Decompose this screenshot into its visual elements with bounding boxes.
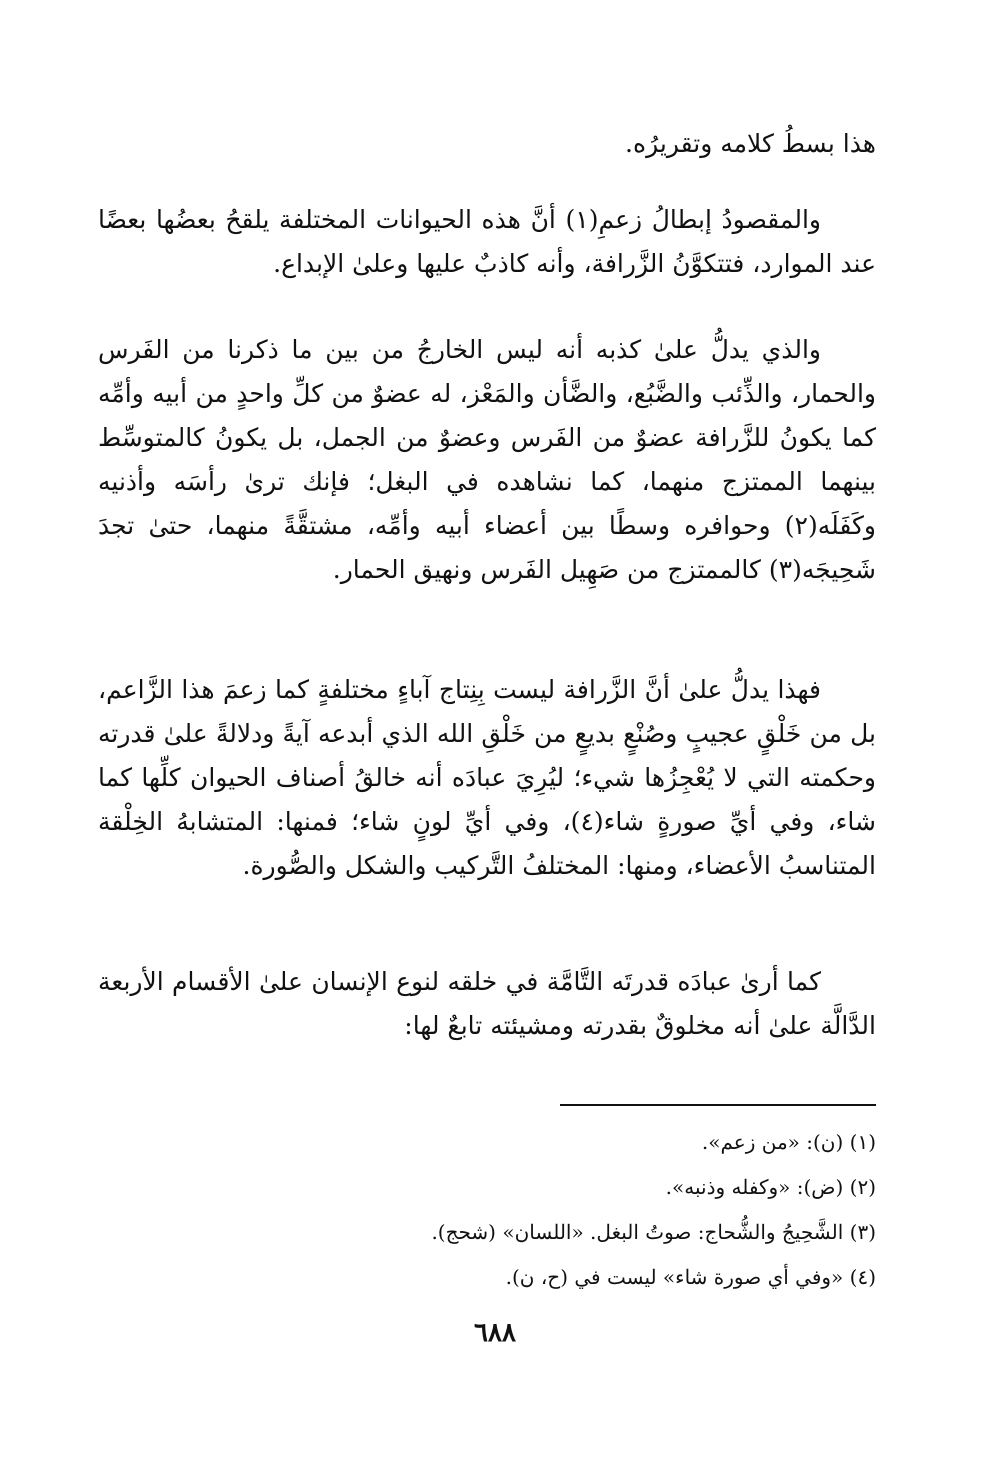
footnote-3: (٣) الشَّحِيجُ والشُّحاج: صوتُ البغل. «اللسان» (شحج). xyxy=(431,1220,876,1244)
footnote-1: (١) (ن): «من زعم». xyxy=(701,1130,876,1154)
paragraph-5: كما أرىٰ عبادَه قدرتَه التَّامَّة في خلقه لنوع الإنسان علىٰ الأقسام الأربعة الدَّالَّة علىٰ أنه مخلوقٌ بقدرته ومشيئته تابعٌ لها: xyxy=(98,967,876,1040)
paragraph-3: والذي يدلُّ علىٰ كذبه أنه ليس الخارجُ من بين ما ذكرنا من الفَرس والحمار، والذِّئب والضَّبُع، والضَّأن والمَعْز، له عضوٌ من كلِّ واحدٍ من أبيه وأمِّه كما يكونُ للزَّرافة عضوٌ من الفَرس وعضوٌ من الجمل، بل يكونُ كالمتوسِّط بينهما الممتزج منهما، كما نشاهده في البغل؛ فإنك ترىٰ رأسَه وأذنيه وكَفَلَه(٢) وحوافره وسطًا بين أعضاء أبيه وأمِّه، مشتقَّةً منهما، حتىٰ تجدَ شَحِيجَه(٣) كالممتزج من صَهِيل الفَرس ونهيق الحمار. xyxy=(98,335,876,584)
footnotes xyxy=(300,1120,876,1300)
footnote-4: (٤) «وفي أي صورة شاء» ليست في (ح، ن). xyxy=(505,1265,876,1289)
paragraph-1: هذا بسطُ كلامه وتقريرُه. xyxy=(625,129,876,158)
page-number: ٦٨٨ xyxy=(474,1318,516,1348)
footnote-2: (٢) (ض): «وكفله وذنبه». xyxy=(665,1175,876,1199)
paragraph-2: والمقصودُ إبطالُ زعمِ(١) أنَّ هذه الحيوانات المختلفة يلقحُ بعضُها بعضًا عند الموارد، فتتكوَّنُ الزَّرافة، وأنه كاذبٌ عليها وعلىٰ الإبداع. xyxy=(98,205,876,278)
footnote-separator xyxy=(560,1104,876,1106)
paragraph-4: فهذا يدلُّ علىٰ أنَّ الزَّرافة ليست بِنِتاج آباءٍ مختلفةٍ كما زعمَ هذا الزَّاعم، بل من خَلْقٍ عجيبٍ وصُنْعٍ بديعٍ من خَلْقِ الله الذي أبدعه آيةً ودلالةً علىٰ قدرته وحكمته التي لا يُعْجِزُها شيء؛ ليُرِيَ عبادَه أنه خالقُ أصناف الحيوان كلِّها كما شاء، وفي أيِّ صورةٍ شاء(٤)، وفي أيِّ لونٍ شاء؛ فمنها: المتشابهُ الخِلْقة المتناسبُ الأعضاء، ومنها: المختلفُ التَّركيب والشكل والصُّورة. xyxy=(98,675,876,880)
